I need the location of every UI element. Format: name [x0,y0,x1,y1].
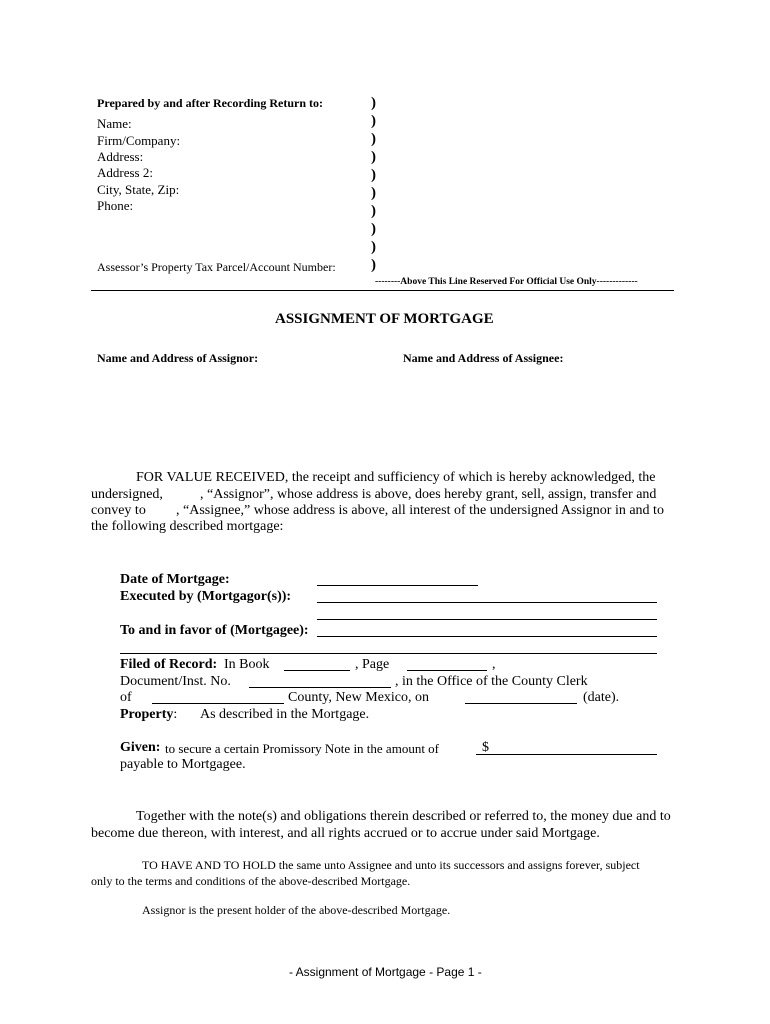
paren-divider: ) [371,131,376,147]
property-colon: : [173,707,178,722]
body-paragraph-line: Assignor is the present holder of the above-described Mortgage. [142,903,451,917]
dollar-sign: $ [482,740,489,755]
body-paragraph-line: FOR VALUE RECEIVED, the receipt and sufficiency of which is hereby acknowledged, the [136,470,656,485]
page-label: , Page [355,657,390,672]
name-field-label: Name: [97,116,132,131]
paren-divider: ) [371,221,376,237]
address2-field-label: Address 2: [97,165,153,180]
body-paragraph-line: convey to [91,503,146,518]
county-clerk-text: , in the Office of the County Clerk [395,674,588,689]
payable-text: payable to Mortgagee. [120,757,246,772]
page-blank [407,670,487,671]
document-title: ASSIGNMENT OF MORTGAGE [275,311,494,327]
body-paragraph-line: undersigned, [91,487,163,502]
body-paragraph-line: the following described mortgage: [91,519,284,534]
page-footer: - Assignment of Mortgage - Page 1 - [289,965,482,979]
header-divider [91,290,674,291]
property-label: Property [120,707,174,722]
paren-divider: ) [371,257,376,273]
given-text: to secure a certain Promissory Note in the amount of [165,741,440,756]
doc-inst-blank [249,687,391,688]
city-state-zip-field-label: City, State, Zip: [97,182,180,197]
paren-divider: ) [371,239,376,255]
county-blank [152,703,284,704]
filed-of-record-label: Filed of Record: [120,657,218,672]
date-of-mortgage-label: Date of Mortgage: [120,572,230,587]
of-label: of [120,690,132,705]
executed-by-blank-2 [317,619,657,620]
body-paragraph-line: become due thereon, with interest, and all rights accrued or to accrue under said Mortgage. [91,826,600,841]
paren-divider: ) [371,167,376,183]
doc-inst-label: Document/Inst. No. [120,674,231,689]
phone-field-label: Phone: [97,198,134,213]
recording-date-blank [465,703,577,704]
property-value: As described in the Mortgage. [200,707,370,722]
amount-blank [476,754,657,755]
paren-divider: ) [371,95,376,111]
page-comma: , [492,657,496,672]
given-row [120,740,160,756]
property-row [120,707,177,723]
date-of-mortgage-blank [317,585,478,586]
firm-field-label: Firm/Company: [97,133,181,148]
address-field-label: Address: [97,149,144,164]
paren-divider: ) [371,185,376,201]
filed-of-record-row [120,657,217,673]
body-paragraph-line: Together with the note(s) and obligations therein described or referred to, the money due and to [136,809,671,824]
assignee-label: Name and Address of Assignee: [403,351,564,365]
executed-by-blank [317,602,657,603]
reserved-line-label: --------Above This Line Reserved For Official Use Only------------- [375,277,638,287]
in-favor-of-label: To and in favor of (Mortgagee): [120,623,309,638]
in-favor-of-blank-2 [120,653,657,654]
county-state-text: County, New Mexico, on [288,690,430,705]
assignor-label: Name and Address of Assignor: [97,351,259,365]
date-paren-label: (date). [583,690,620,705]
in-book-label: In Book [224,657,270,672]
parcel-number-label: Assessor’s Property Tax Parcel/Account Number: [97,260,336,274]
body-paragraph-line: only to the terms and conditions of the above-described Mortgage. [91,874,411,888]
executed-by-label: Executed by (Mortgagor(s)): [120,589,292,604]
paren-divider: ) [371,149,376,165]
body-paragraph-line: , “Assignee,” whose address is above, all interest of the undersigned Assignor in and to [176,503,664,518]
book-blank [284,670,350,671]
paren-divider: ) [371,113,376,129]
given-label: Given: [120,740,161,755]
in-favor-of-blank [317,636,657,637]
prepared-by-label: Prepared by and after Recording Return to: [97,96,323,110]
paren-divider: ) [371,203,376,219]
body-paragraph-line: , “Assignor”, whose address is above, does hereby grant, sell, assign, transfer and [200,487,657,502]
body-paragraph-line: TO HAVE AND TO HOLD the same unto Assignee and unto its successors and assigns forever, subject [142,858,640,872]
